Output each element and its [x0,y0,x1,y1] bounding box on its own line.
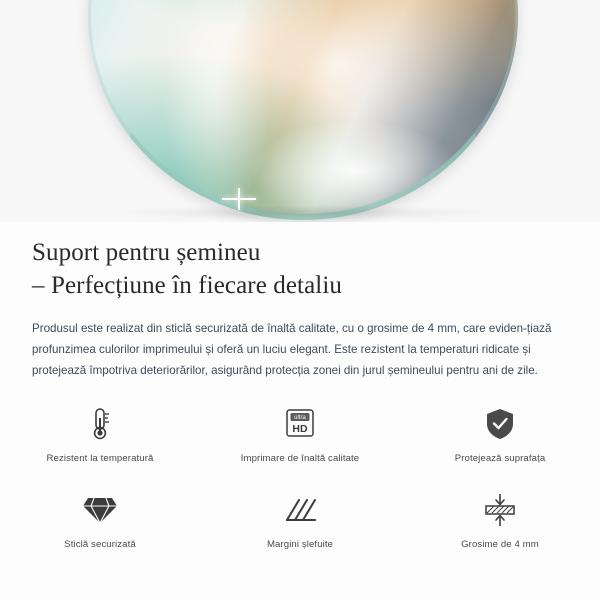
headline-line-2: – Perfecțiune în fiecare detaliu [32,272,342,299]
round-glass-panel [88,0,518,220]
drop-shadow [110,205,500,221]
feature-item-print-quality [200,396,400,482]
thermometer-icon [78,402,122,446]
feature-item-thickness [400,482,600,568]
page-title [32,236,552,302]
feature-label: Sticlă securizată [64,539,136,550]
feature-label: Rezistent la temperatură [46,453,154,464]
svg-text:ultra: ultra [294,415,306,422]
feature-item-temperature [0,396,200,482]
diamond-icon [78,488,122,532]
body-paragraph: Produsul este realizat din sticlă securizată de înaltă calitate, cu o grosime de 4 mm, care eviden-țiază profunzimea culorilor imprimeului și oferă un luciu elegant. Este rezistent la temperaturi ridicate și protejează împotriva deteriorărilor, asigurând protecția zonei din jurul șemineului pentru ani de zile. [32,322,552,377]
shield-check-icon [478,402,522,446]
hero-product-image [0,0,600,222]
thickness-4mm-icon [478,488,522,532]
feature-item-surface-protection [400,396,600,482]
feature-label: Margini șlefuite [266,539,334,550]
ultra-hd-icon [278,402,322,446]
description-content [0,222,600,381]
feature-label: Grosime de 4 mm [461,539,539,550]
svg-text:HD: HD [292,423,308,435]
feature-item-polished-edges [200,482,400,568]
headline-line-1: Suport pentru șemineu [32,239,261,266]
polished-edges-icon [278,488,322,532]
feature-label: Imprimare de înaltă calitate [240,453,360,464]
feature-grid [0,396,600,568]
feature-label: Protejează suprafața [454,453,546,464]
feature-item-tempered-glass [0,482,200,568]
